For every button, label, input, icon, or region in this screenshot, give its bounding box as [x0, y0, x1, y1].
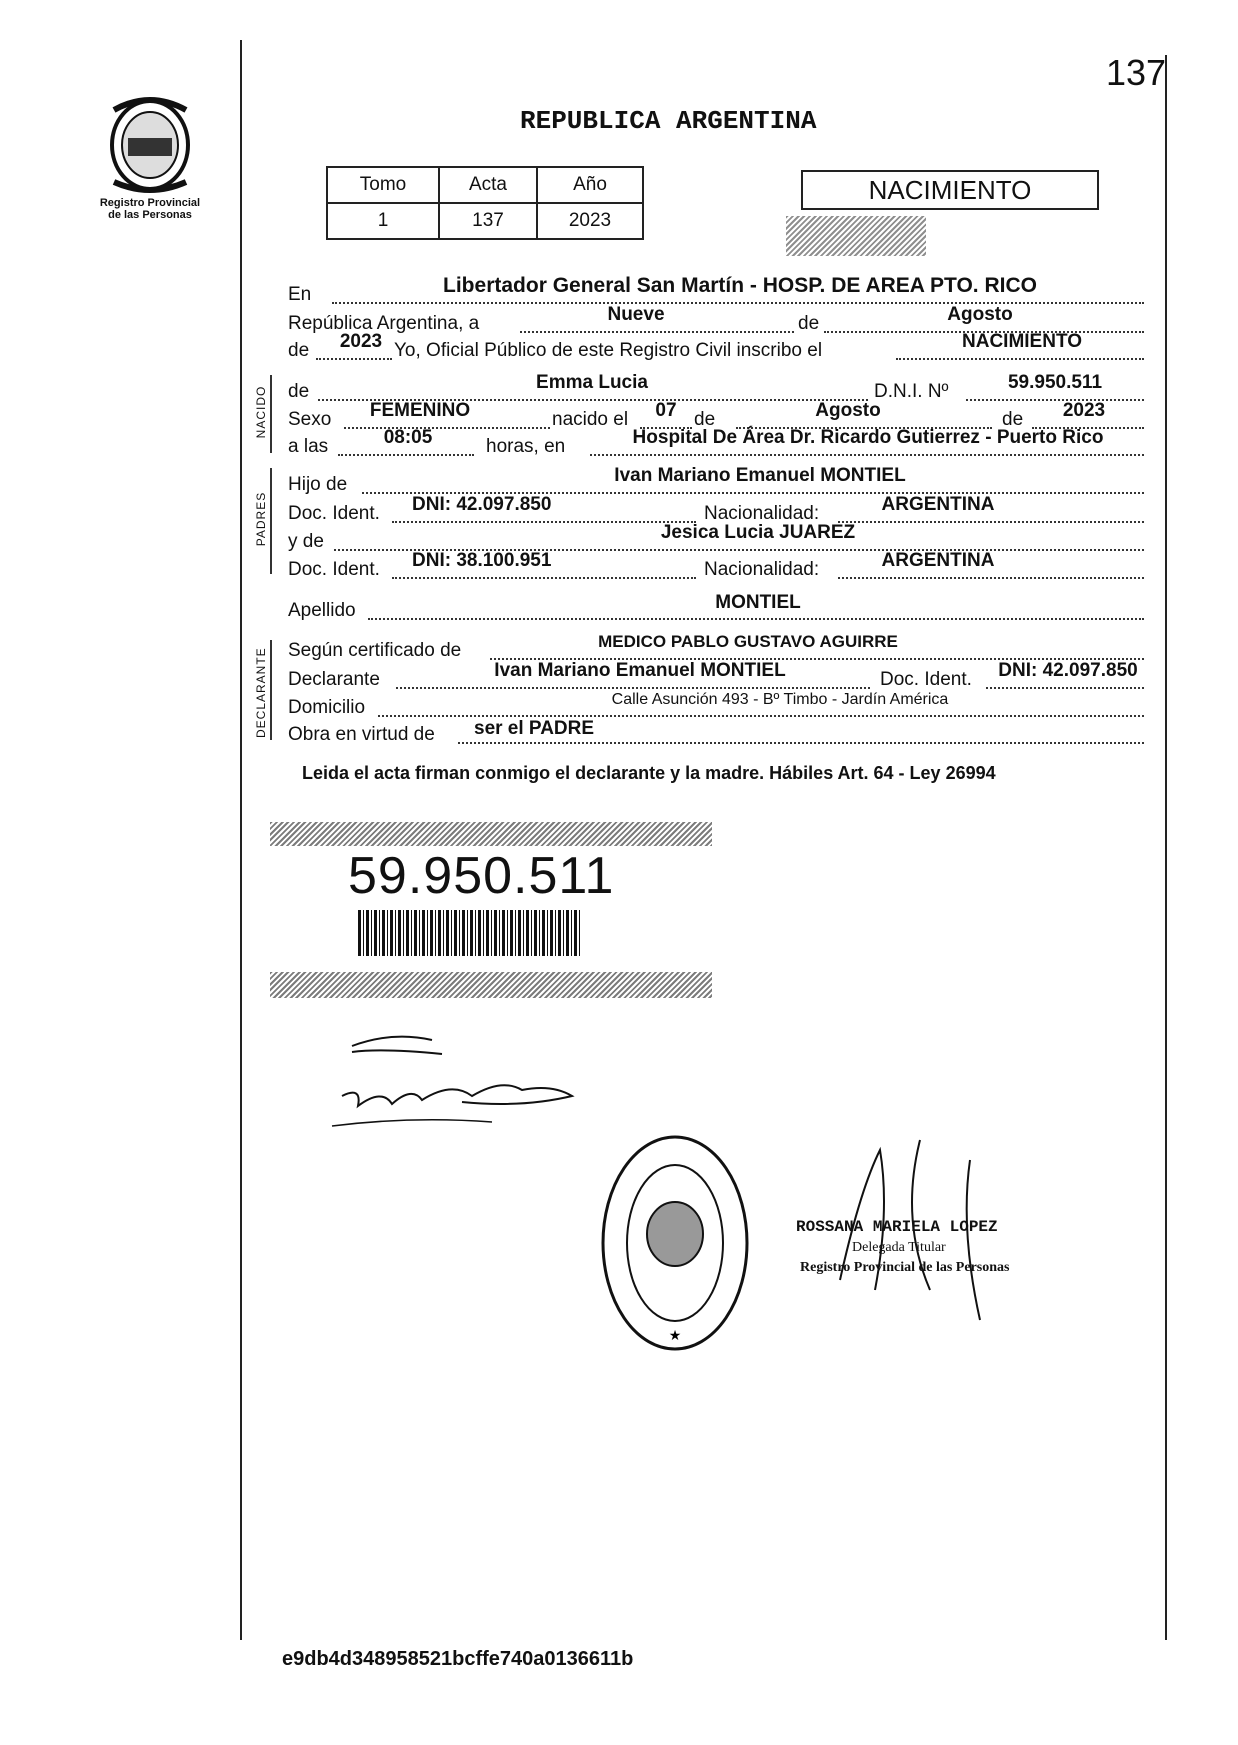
de-label-3: de [694, 409, 716, 430]
acting-value: ser el PADRE [474, 718, 595, 739]
mother-value: Jesica Lucia JUAREZ [660, 522, 856, 543]
father-doc-line [392, 521, 696, 523]
name-label: de [288, 381, 310, 402]
mother-doc-value: DNI: 38.100.951 [412, 550, 552, 571]
header-ano: Año [537, 167, 643, 203]
sex-line [344, 427, 550, 429]
birth-day-value: 07 [655, 400, 677, 421]
birth-month-value: Agosto [815, 400, 881, 421]
document-hash: e9db4d348958521bcffe740a0136611b [282, 1648, 634, 1670]
right-margin-line [1165, 55, 1167, 1640]
month-value: Agosto [947, 304, 1013, 325]
de-label-2: de [288, 340, 310, 361]
acting-label: Obra en virtud de [288, 724, 435, 745]
birth-year-value: 2023 [1062, 400, 1106, 421]
barcode-bars [358, 910, 580, 956]
certificate-label: Según certificado de [288, 640, 462, 661]
birth-place-line [590, 454, 1144, 456]
time-value: 08:05 [383, 427, 433, 448]
father-doc-label: Doc. Ident. [288, 503, 380, 524]
declarant-doc-label: Doc. Ident. [880, 669, 972, 690]
name-value: Emma Lucia [536, 372, 648, 393]
father-nationality-line [838, 521, 1144, 523]
value-tomo: 1 [327, 203, 439, 239]
year-line [316, 358, 392, 360]
value-acta: 137 [439, 203, 537, 239]
page-number: 137 [1106, 52, 1167, 93]
mother-doc-label: Doc. Ident. [288, 559, 380, 580]
handwritten-signature [322, 1026, 582, 1136]
place-value: Libertador General San Martín - HOSP. DE AREA PTO. RICO [443, 274, 1037, 297]
en-label: En [288, 284, 312, 305]
time-line [338, 454, 474, 456]
barcode-top-pattern [270, 822, 712, 846]
official-stamp [600, 1134, 750, 1352]
mother-nationality-line [838, 577, 1144, 579]
dni-value: 59.950.511 [1007, 372, 1103, 393]
sex-label: Sexo [288, 409, 332, 430]
dni-label: D.N.I. Nº [874, 381, 949, 402]
parents-bracket [270, 468, 278, 574]
mother-doc-line [392, 577, 696, 579]
and-label: y de [288, 531, 324, 552]
father-nationality-label: Nacionalidad: [704, 503, 820, 524]
declarant-value: Ivan Mariano Emanuel MONTIEL [494, 660, 786, 681]
father-value: Ivan Mariano Emanuel MONTIEL [614, 465, 906, 486]
shaded-stamp-mark [786, 216, 926, 256]
declarant-line [396, 687, 870, 689]
side-label-born: NACIDO [254, 385, 268, 439]
registry-logo [95, 90, 205, 221]
de-label-4: de [1002, 409, 1024, 430]
mother-nationality-value: ARGENTINA [881, 550, 995, 571]
father-doc-value: DNI: 42.097.850 [412, 494, 552, 515]
born-label: nacido el [552, 409, 629, 430]
certificate-value: MEDICO PABLO GUSTAVO AGUIRRE [598, 632, 898, 651]
side-label-parents: PADRES [254, 491, 268, 547]
day-line [520, 331, 794, 333]
act-type-line [896, 358, 1144, 360]
official-name: ROSSANA MARIELA LOPEZ [796, 1218, 998, 1236]
coat-of-arms-icon [100, 90, 200, 195]
header-acta: Acta [439, 167, 537, 203]
barcode-number: 59.950.511 [348, 847, 615, 905]
year-value: 2023 [339, 331, 383, 352]
act-type-value: NACIMIENTO [962, 331, 1082, 352]
header-tomo: Tomo [327, 167, 439, 203]
day-value: Nueve [607, 304, 665, 325]
svg-text:★: ★ [668, 1328, 682, 1344]
mother-nationality-label: Nacionalidad: [704, 559, 820, 580]
record-type-box: NACIMIENTO [801, 170, 1099, 210]
document-title: REPUBLICA ARGENTINA [520, 106, 817, 136]
declarant-bracket [270, 640, 278, 740]
father-nationality-value: ARGENTINA [881, 494, 995, 515]
acting-line [458, 742, 1144, 744]
registry-table [326, 166, 644, 240]
place-line [332, 302, 1144, 304]
declarant-doc-value: DNI: 42.097.850 [998, 660, 1138, 681]
barcode-bottom-pattern [270, 972, 712, 998]
address-label: Domicilio [288, 697, 366, 718]
logo-line-2: de las Personas [108, 209, 192, 221]
surname-label: Apellido [288, 600, 356, 621]
child-of-label: Hijo de [288, 474, 348, 495]
de-label-1: de [798, 313, 820, 334]
surname-value: MONTIEL [715, 592, 801, 613]
logo-line-1: Registro Provincial [99, 197, 201, 209]
time-label: a las [288, 436, 329, 457]
side-label-declarant: DECLARANTE [254, 647, 268, 738]
registrar-text: Yo, Oficial Público de este Registro Civil inscribo el [394, 340, 823, 361]
official-role: Delegada Titular [852, 1240, 946, 1255]
address-value: Calle Asunción 493 - Bº Timbo - Jardín América [611, 691, 949, 708]
republic-label: República Argentina, a [288, 313, 480, 334]
birth-place-value: Hospital De Área Dr. Ricardo Gutierrez - Puerto Rico [632, 427, 1104, 448]
left-margin-line [240, 40, 242, 1640]
official-office: Registro Provincial de las Personas [800, 1260, 1010, 1275]
declarant-doc-line [986, 687, 1144, 689]
dni-line [966, 399, 1144, 401]
sex-value: FEMENINO [369, 400, 471, 421]
hours-label: horas, en [486, 436, 566, 457]
declarant-label: Declarante [288, 669, 380, 690]
closing-text: Leida el acta firman conmigo el declarante y la madre. Hábiles Art. 64 - Ley 26994 [302, 763, 996, 783]
address-line [378, 715, 1144, 717]
born-bracket [270, 375, 278, 453]
surname-line [368, 618, 1144, 620]
value-ano: 2023 [537, 203, 643, 239]
